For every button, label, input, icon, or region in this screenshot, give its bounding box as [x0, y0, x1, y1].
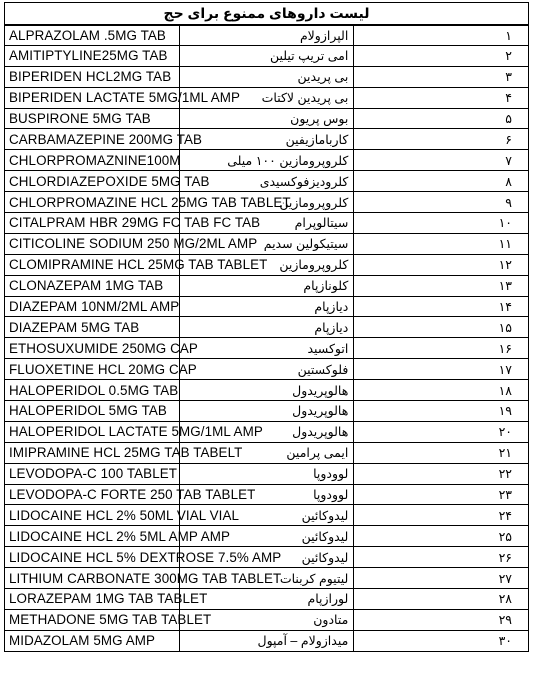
table-row [5, 421, 529, 442]
row-number: ۷ [354, 150, 529, 171]
row-number: ۱۲ [354, 254, 529, 275]
drug-name-persian: کلونازپام [179, 275, 354, 296]
row-number: ۱۴ [354, 296, 529, 317]
row-number: ۱۷ [354, 359, 529, 380]
table-row [5, 505, 529, 526]
table-row [5, 296, 529, 317]
table-row [5, 150, 529, 171]
table-row [5, 589, 529, 610]
table-row [5, 275, 529, 296]
title-row [5, 3, 529, 25]
row-number: ۱۹ [354, 401, 529, 422]
drug-name-english: LORAZEPAM 1MG TAB TABLET [5, 589, 180, 610]
table-row [5, 25, 529, 46]
table-body [5, 25, 529, 652]
drug-name-english: CLOMIPRAMINE HCL 25MG TAB TABLET [5, 254, 180, 275]
drug-name-persian: سیتالوپرام [179, 213, 354, 234]
banned-drugs-sheet [4, 2, 529, 652]
row-number: ۶ [354, 129, 529, 150]
drug-name-english: CHLORPROMAZINE HCL 25MG TAB TABLET [5, 192, 180, 213]
drug-name-persian: کلروپرومازین [179, 254, 354, 275]
table-row [5, 108, 529, 129]
drug-name-persian: لیتیوم کربنات [179, 568, 354, 589]
row-number: ۱۵ [354, 317, 529, 338]
drug-name-persian: کلروپرومازین ۱۰۰ میلی [179, 150, 354, 171]
drug-name-english: LITHIUM CARBONATE 300MG TAB TABLET [5, 568, 180, 589]
table-row [5, 87, 529, 108]
banned-drugs-table [4, 2, 529, 652]
row-number: ۸ [354, 171, 529, 192]
table-row [5, 359, 529, 380]
drug-name-persian: اتوکسید [179, 338, 354, 359]
table-row [5, 233, 529, 254]
drug-name-persian: لوودوپا [179, 484, 354, 505]
table-row [5, 442, 529, 463]
drug-name-persian: میدازولام – آمپول [179, 630, 354, 651]
table-row [5, 401, 529, 422]
drug-name-english: CLONAZEPAM 1MG TAB [5, 275, 180, 296]
drug-name-english: HALOPERIDOL LACTATE 5MG/1ML AMP [5, 421, 180, 442]
drug-name-persian: لیدوکائین [179, 526, 354, 547]
drug-name-english: LIDOCAINE HCL 2% 50ML VIAL VIAL [5, 505, 180, 526]
drug-name-persian: ایمی پرامین [179, 442, 354, 463]
table-row [5, 547, 529, 568]
drug-name-english: CHLORPROMAZNINE100M [5, 150, 180, 171]
row-number: ۲۵ [354, 526, 529, 547]
drug-name-persian: دیازپام [179, 317, 354, 338]
table-row [5, 66, 529, 87]
row-number: ۳ [354, 66, 529, 87]
drug-name-english: DIAZEPAM 5MG TAB [5, 317, 180, 338]
drug-name-persian: لیدوکائین [179, 547, 354, 568]
row-number: ۲۴ [354, 505, 529, 526]
table-row [5, 630, 529, 651]
table-row [5, 568, 529, 589]
drug-name-persian: کلرودیزفوکسیدی [179, 171, 354, 192]
row-number: ۲۷ [354, 568, 529, 589]
drug-name-english: LIDOCAINE HCL 5% DEXTROSE 7.5% AMP [5, 547, 180, 568]
table-row [5, 380, 529, 401]
drug-name-english: CITICOLINE SODIUM 250 MG/2ML AMP [5, 233, 180, 254]
drug-name-english: CARBAMAZEPINE 200MG TAB [5, 129, 180, 150]
table-row [5, 213, 529, 234]
drug-name-persian: سیتیکولین سدیم [179, 233, 354, 254]
drug-name-english: METHADONE 5MG TAB TABLET [5, 609, 180, 630]
row-number: ۵ [354, 108, 529, 129]
drug-name-persian: لوودوپا [179, 463, 354, 484]
row-number: ۲۸ [354, 589, 529, 610]
drug-name-english: HALOPERIDOL 5MG TAB [5, 401, 180, 422]
drug-name-english: CHLORDIAZEPOXIDE 5MG TAB [5, 171, 180, 192]
drug-name-english: DIAZEPAM 10NM/2ML AMP [5, 296, 180, 317]
table-row [5, 171, 529, 192]
drug-name-persian: بی پریدین [179, 66, 354, 87]
drug-name-english: BIPERIDEN HCL2MG TAB [5, 66, 180, 87]
drug-name-english: MIDAZOLAM 5MG AMP [5, 630, 180, 651]
drug-name-english: ETHOSUXUMIDE 250MG CAP [5, 338, 180, 359]
row-number: ۲۳ [354, 484, 529, 505]
drug-name-english: LEVODOPA-C FORTE 250 TAB TABLET [5, 484, 180, 505]
row-number: ۱۳ [354, 275, 529, 296]
row-number: ۱۶ [354, 338, 529, 359]
drug-name-english: AMITIPTYLINE25MG TAB [5, 45, 180, 66]
row-number: ۹ [354, 192, 529, 213]
table-row [5, 526, 529, 547]
table-row [5, 129, 529, 150]
drug-name-english: FLUOXETINE HCL 20MG CAP [5, 359, 180, 380]
table-row [5, 317, 529, 338]
row-number: ۱۰ [354, 213, 529, 234]
table-row [5, 484, 529, 505]
row-number: ۲۲ [354, 463, 529, 484]
drug-name-persian: متادون [179, 609, 354, 630]
drug-name-persian: هالوپریدول [179, 421, 354, 442]
drug-name-persian: دیازپام [179, 296, 354, 317]
drug-name-english: IMIPRAMINE HCL 25MG TAB TABELT [5, 442, 180, 463]
table-row [5, 463, 529, 484]
drug-name-english: CITALPRAM HBR 29MG FC TAB FC TAB [5, 213, 180, 234]
drug-name-english: ALPRAZOLAM .5MG TAB [5, 25, 180, 46]
row-number: ۱۱ [354, 233, 529, 254]
row-number: ۴ [354, 87, 529, 108]
table-title: لیست داروهای ممنوع برای حج [5, 3, 529, 25]
drug-name-english: LEVODOPA-C 100 TABLET [5, 463, 180, 484]
drug-name-persian: لیدوکائین [179, 505, 354, 526]
row-number: ۲۰ [354, 421, 529, 442]
row-number: ۳۰ [354, 630, 529, 651]
table-row [5, 338, 529, 359]
drug-name-persian: هالوپریدول [179, 401, 354, 422]
table-row [5, 609, 529, 630]
row-number: ۲ [354, 45, 529, 66]
row-number: ۱ [354, 25, 529, 46]
drug-name-persian: هالوپریدول [179, 380, 354, 401]
drug-name-persian: کلروپرومازین [179, 192, 354, 213]
table-row [5, 45, 529, 66]
drug-name-persian: لورازپام [179, 589, 354, 610]
row-number: ۱۸ [354, 380, 529, 401]
drug-name-persian: بی پریدین لاکتات [179, 87, 354, 108]
row-number: ۲۹ [354, 609, 529, 630]
drug-name-english: LIDOCAINE HCL 2% 5ML AMP AMP [5, 526, 180, 547]
drug-name-english: BUSPIRONE 5MG TAB [5, 108, 180, 129]
drug-name-persian: الپرازولام [179, 25, 354, 46]
drug-name-persian: کاربامازیفین [179, 129, 354, 150]
drug-name-english: HALOPERIDOL 0.5MG TAB [5, 380, 180, 401]
table-row [5, 192, 529, 213]
drug-name-persian: امی تریپ تیلین [179, 45, 354, 66]
drug-name-persian: فلوکستین [179, 359, 354, 380]
drug-name-english: BIPERIDEN LACTATE 5MG/1ML AMP [5, 87, 180, 108]
table-row [5, 254, 529, 275]
row-number: ۲۱ [354, 442, 529, 463]
row-number: ۲۶ [354, 547, 529, 568]
drug-name-persian: بوس پریون [179, 108, 354, 129]
